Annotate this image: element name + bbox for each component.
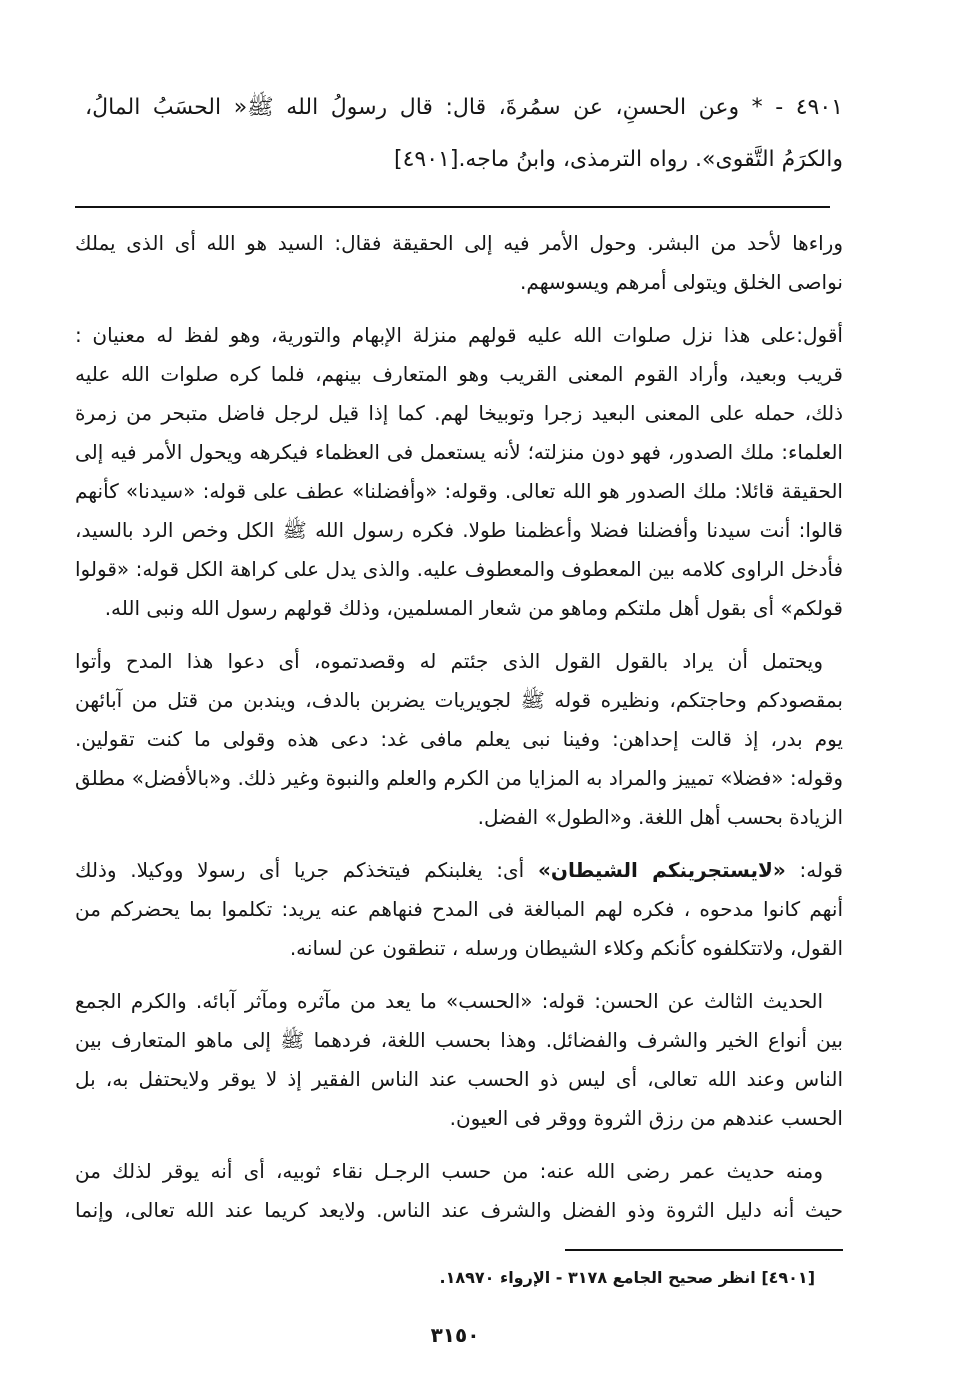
text-line: قولكم» أى بقول أهل ملتكم وماهو من شعار المسلمين، وذلك قولهم رسول الله ونبى الله. — [104, 596, 843, 620]
header-divider — [75, 206, 830, 208]
text-line: وقوله: «فضلا» تمييز والمراد به المزايا من الكرم والعلم والنبوة وغير ذلك. و«بالأفضل» مطلق — [75, 766, 843, 790]
footnote: [٤٩٠١] انظر صحيح الجامع ٣١٧٨ - الإرواء ١٨٩٧٠. — [439, 1268, 815, 1287]
text-line: بين أنواع الخير والشرف والفضائل. وهذا بحسب اللغة، فردهما ﷺ إلى ماهو المتعارف بين — [75, 1028, 843, 1052]
text-line: حيث أنه دليل الثروة وذو الفضل والشرف عند الناس. ولايعد كريما عند الله تعالى، وإنما — [75, 1198, 843, 1222]
text-line: العلماء: ملك الصدور، فهو دون منزلته؛ لأنه يستعمل فى العظماء فيكرهه ويحول الأمر فيه إلى — [75, 440, 843, 464]
hadith-line: والكرَمُ التَّقوى». رواه الترمذى، وابنُ ماجه.[٤٩٠١] — [394, 147, 843, 172]
text-line: فأدخل الراوى كلامه بين المعطوف والمعطوف عليه. والذى يدل على كراهة الكل قوله: «قولوا — [75, 557, 843, 581]
text-line: الحقيقة قائلا: ملك الصدور هو الله تعالى. وقوله: «وأفضلنا» عطف على قوله: «سيدنا» كأنهم — [75, 479, 843, 503]
text-line: قريب وبعيد، وأراد القوم المعنى القريب وهو المتعارف بينهم، فلما كره صلوات الله عليه — [75, 362, 843, 386]
bold-phrase: «لايستجرينكم الشيطان» — [537, 858, 786, 882]
text-line: ويحتمل أن يراد بالقول القول الذى جئتم له وقصدتموه، أى دعوا هذا المدح وأتوا — [75, 649, 823, 673]
text-line: ذلك، حمله على المعنى البعيد زجرا وتوبيخا لهم. كما إذا قيل لرجل فاضل متبحر من زمرة — [75, 401, 843, 425]
footnote-divider — [565, 1249, 843, 1251]
commentary-body — [75, 224, 843, 1230]
text-line: نواصى الخلق ويتولى أمرهم ويسوسهم. — [520, 270, 843, 294]
text-line: وراءها لأحد من البشر. وحول الأمر فيه إلى الحقيقة فقال: السيد هو الله أى الذى يملك — [75, 231, 843, 255]
text-line: ومنه حديث عمر رضى الله عنه: من حسب الرجـل نقاء ثوبيه، أى أنه يوقر لذلك من — [75, 1159, 823, 1183]
paragraph — [75, 642, 843, 837]
text-segment: قوله: — [785, 858, 843, 882]
paragraph — [75, 851, 843, 968]
text-line: الناس وعند الله تعالى، أى ليس ذو الحسب عند الناس الفقير إذ لا يوقر ولايحتفل به، بل — [75, 1067, 843, 1091]
text-line: قالوا: أنت سيدنا وأفضلنا فضلا وأعظمنا طولا. فكره رسول الله ﷺ الكل وخص الرد بالسيد، — [75, 518, 843, 542]
text-line: بمقصودكم وحاجتكم، ونظيره قوله ﷺ لجويريات يضربن بالدف، ويندبن من قتل من آبائهن — [75, 688, 843, 712]
text-line: الزيادة بحسب أهل اللغة. و«الطول» الفضل. — [477, 805, 843, 829]
hadith-header — [85, 82, 843, 186]
text-line: الحسب عندهم من رزق الثروة ووقر فى العيون. — [449, 1106, 843, 1130]
paragraph — [75, 982, 843, 1138]
text-line: يوم بدر، إذ قالت إحداهن: وفينا نبى يعلم مافى غد: دعى هذه وقولى ما كنت تقولين. — [75, 727, 843, 751]
text-line: أقول:على هذا نزل صلوات الله عليه قولهم منزلة الإبهام والتورية، وهو لفظ له معنيان : — [75, 323, 843, 347]
paragraph — [75, 316, 843, 628]
text-line — [75, 851, 843, 890]
paragraph — [75, 224, 843, 302]
paragraph — [75, 1152, 843, 1230]
text-line: الحديث الثالث عن الحسن: قوله: «الحسب» ما يعد من مآثره ومآثر آبائه. والكرم الجمع — [75, 989, 823, 1013]
hadith-line: ٤٩٠١ - * وعن الحسنِ، عن سمُرةَ، قال: قال رسولُ الله ﷺ« الحسَبُ المالُ، — [85, 95, 843, 120]
text-line: القول، ولاتتكلفوه كأنكم وكلاء الشيطان ورسله ، تنطقون عن لسانه. — [289, 936, 843, 960]
page-number: ٣١٥٠ — [430, 1323, 480, 1347]
text-line: أنهم كانوا مدحوه ، فكره لهم المبالغة فى المدح فنهاهم عنه يريد: تكلموا بما يحضركم من — [75, 897, 843, 921]
text-segment: أى: يغلبنكم فيتخذكم جريا أى رسولا ووكيلا. وذلك — [75, 858, 538, 882]
